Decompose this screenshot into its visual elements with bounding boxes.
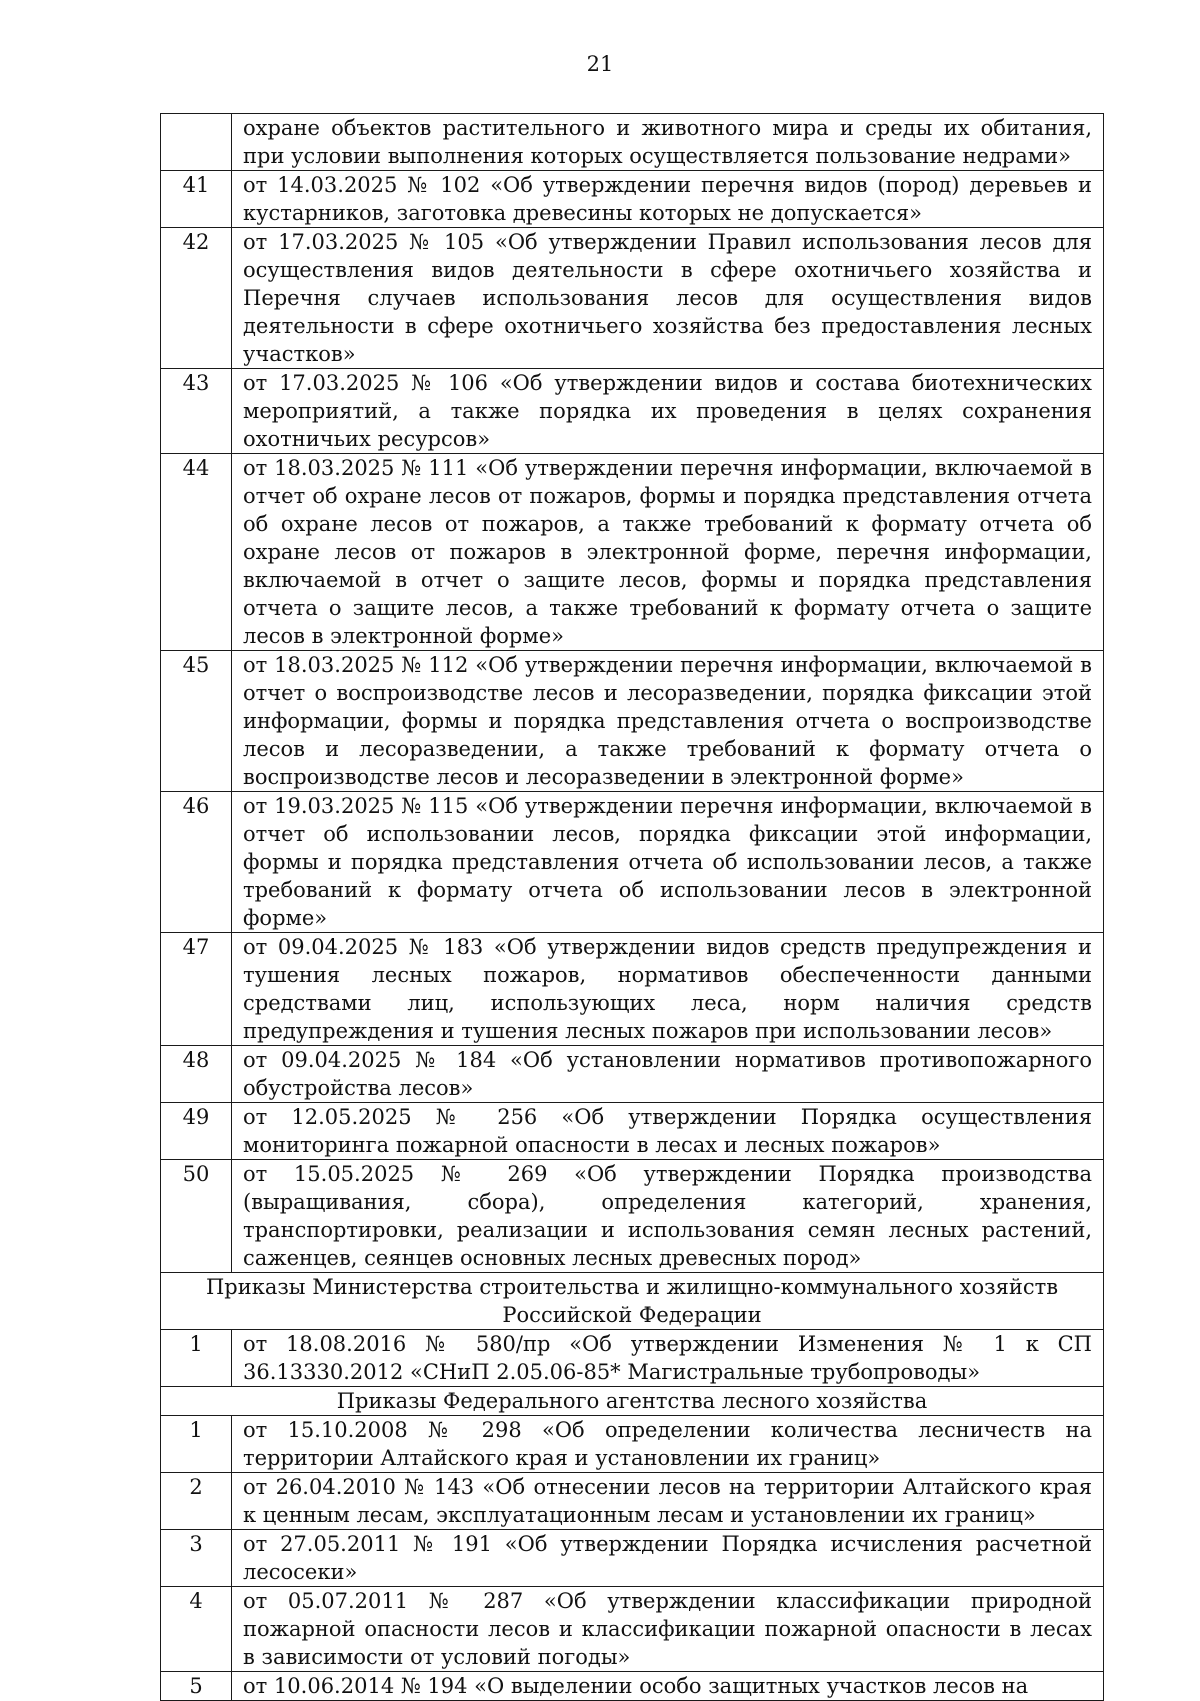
- legal-acts-table: [160, 113, 1104, 1701]
- row-number: 47: [161, 933, 232, 1046]
- row-number: 49: [161, 1103, 232, 1160]
- row-number: 44: [161, 454, 232, 651]
- table-row: [161, 1103, 1104, 1160]
- section-header-row: [161, 1387, 1104, 1416]
- row-number: 50: [161, 1160, 232, 1273]
- row-number: 5: [161, 1672, 232, 1701]
- row-text: от 10.06.2014 № 194 «О выделении особо защитных участков лесов на: [232, 1672, 1104, 1701]
- row-text: от 18.08.2016 № 580/пр «Об утверждении Изменения № 1 к СП 36.13330.2012 «СНиП 2.05.06-85* Магистральные трубопроводы»: [232, 1330, 1104, 1387]
- row-text: от 26.04.2010 № 143 «Об отнесении лесов на территории Алтайского края к ценным лесам, эксплуатационным лесам и установлении их границ»: [232, 1473, 1104, 1530]
- table-row: [161, 369, 1104, 454]
- row-number: 43: [161, 369, 232, 454]
- row-number: 4: [161, 1587, 232, 1672]
- row-number: 45: [161, 651, 232, 792]
- row-text: от 15.05.2025 № 269 «Об утверждении Порядка производства (выращивания, сбора), определения категорий, хранения, транспортировки, реализации и использования семян лесных растений, саженцев, сеянцев основных лесных древесных пород»: [232, 1160, 1104, 1273]
- table-row: [161, 933, 1104, 1046]
- row-number: 46: [161, 792, 232, 933]
- table-row: [161, 1160, 1104, 1273]
- row-text: от 17.03.2025 № 106 «Об утверждении видов и состава биотехнических мероприятий, а также порядка их проведения в целях сохранения охотничьих ресурсов»: [232, 369, 1104, 454]
- row-text: охране объектов растительного и животного мира и среды их обитания, при условии выполнения которых осуществляется пользование недрами»: [232, 114, 1104, 171]
- table-row: [161, 114, 1104, 171]
- table-row: [161, 792, 1104, 933]
- section-header-construction: Приказы Министерства строительства и жилищно-коммунального хозяйств Российской Федерации: [161, 1273, 1104, 1330]
- row-text: от 05.07.2011 № 287 «Об утверждении классификации природной пожарной опасности лесов и классификации пожарной опасности в лесах в зависимости от условий погоды»: [232, 1587, 1104, 1672]
- row-number: [161, 114, 232, 171]
- page-number: 21: [586, 52, 614, 76]
- table-row: [161, 454, 1104, 651]
- row-number: 42: [161, 228, 232, 369]
- table-row: [161, 1046, 1104, 1103]
- row-text: от 19.03.2025 № 115 «Об утверждении перечня информации, включаемой в отчет об использовании лесов, порядка фиксации этой информации, формы и порядка представления отчета об использовании лесов, а также требований к формату отчета об использовании лесов в электронной форме»: [232, 792, 1104, 933]
- table-row: [161, 228, 1104, 369]
- table-row: [161, 1416, 1104, 1473]
- row-number: 1: [161, 1330, 232, 1387]
- row-number: 1: [161, 1416, 232, 1473]
- table-row: [161, 1672, 1104, 1701]
- table-row: [161, 1530, 1104, 1587]
- row-number: 3: [161, 1530, 232, 1587]
- row-number: 2: [161, 1473, 232, 1530]
- row-text: от 14.03.2025 № 102 «Об утверждении перечня видов (пород) деревьев и кустарников, заготовка древесины которых не допускается»: [232, 171, 1104, 228]
- table-row: [161, 1473, 1104, 1530]
- table-row: [161, 651, 1104, 792]
- row-text: от 09.04.2025 № 183 «Об утверждении видов средств предупреждения и тушения лесных пожаров, нормативов обеспеченности данными средствами лиц, использующих леса, норм наличия средств предупреждения и тушения лесных пожаров при использовании лесов»: [232, 933, 1104, 1046]
- row-number: 48: [161, 1046, 232, 1103]
- section-header-forestry: Приказы Федерального агентства лесного хозяйства: [161, 1387, 1104, 1416]
- table-row: [161, 1587, 1104, 1672]
- section-header-row: [161, 1273, 1104, 1330]
- table-row: [161, 1330, 1104, 1387]
- row-text: от 12.05.2025 № 256 «Об утверждении Порядка осуществления мониторинга пожарной опасности в лесах и лесных пожаров»: [232, 1103, 1104, 1160]
- row-text: от 15.10.2008 № 298 «Об определении количества лесничеств на территории Алтайского края и установлении их границ»: [232, 1416, 1104, 1473]
- row-text: от 17.03.2025 № 105 «Об утверждении Правил использования лесов для осуществления видов деятельности в сфере охотничьего хозяйства и Перечня случаев использования лесов для осуществления видов деятельности в сфере охотничьего хозяйства без предоставления лесных участков»: [232, 228, 1104, 369]
- row-text: от 18.03.2025 № 112 «Об утверждении перечня информации, включаемой в отчет о воспроизводстве лесов и лесоразведении, порядка фиксации этой информации, формы и порядка представления отчета о воспроизводстве лесов и лесоразведении, а также требований к формату отчета о воспроизводстве лесов и лесоразведении в электронной форме»: [232, 651, 1104, 792]
- row-text: от 18.03.2025 № 111 «Об утверждении перечня информации, включаемой в отчет об охране лесов от пожаров, формы и порядка представления отчета об охране лесов от пожаров, а также требований к формату отчета об охране лесов от пожаров в электронной форме, перечня информации, включаемой в отчет о защите лесов, формы и порядка представления отчета о защите лесов, а также требований к формату отчета о защите лесов в электронной форме»: [232, 454, 1104, 651]
- table-row: [161, 171, 1104, 228]
- row-number: 41: [161, 171, 232, 228]
- row-text: от 09.04.2025 № 184 «Об установлении нормативов противопожарного обустройства лесов»: [232, 1046, 1104, 1103]
- row-text: от 27.05.2011 № 191 «Об утверждении Порядка исчисления расчетной лесосеки»: [232, 1530, 1104, 1587]
